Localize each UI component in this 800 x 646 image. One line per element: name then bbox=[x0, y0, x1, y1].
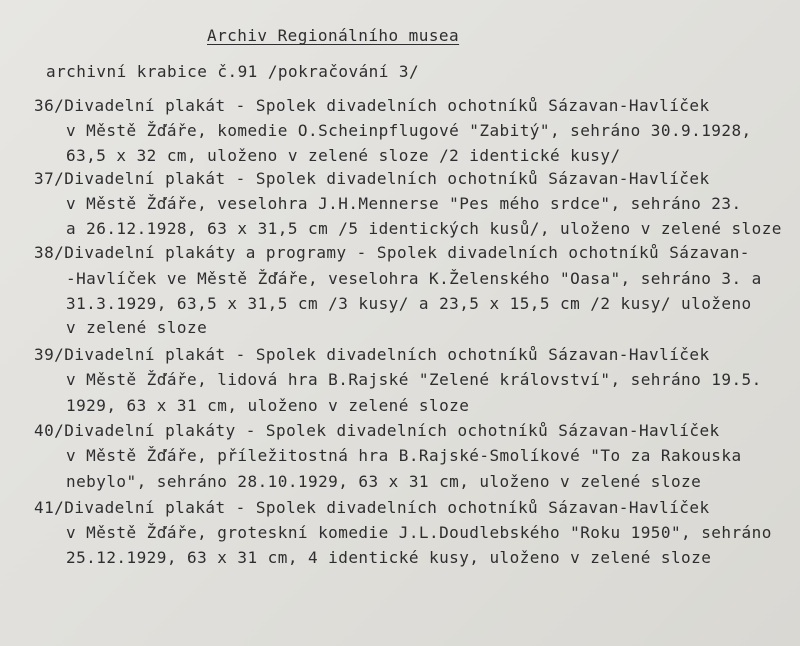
entry-line: 39/Divadelní plakát - Spolek divadelních ochotníků Sázavan-Havlíček bbox=[34, 345, 710, 364]
entry-line: v Městě Žďáře, komedie O.Scheinpflugové "Zabitý", sehráno 30.9.1928, bbox=[66, 121, 752, 140]
entry-line: a 26.12.1928, 63 x 31,5 cm /5 identických kusů/, uloženo v zelené sloze bbox=[66, 219, 782, 238]
entry-line: v Městě Žďáře, příležitostná hra B.Rajské-Smolíkové "To za Rakouska bbox=[66, 446, 742, 465]
document-title: Archiv Regionálního musea bbox=[207, 26, 460, 45]
entry-line: 36/Divadelní plakát - Spolek divadelních ochotníků Sázavan-Havlíček bbox=[34, 96, 710, 115]
entry-line: nebylo", sehráno 28.10.1929, 63 x 31 cm, uloženo v zelené sloze bbox=[66, 472, 702, 491]
entry-line: 25.12.1929, 63 x 31 cm, 4 identické kusy, uloženo v zelené sloze bbox=[66, 548, 712, 567]
entry-line: 40/Divadelní plakáty - Spolek divadelních ochotníků Sázavan-Havlíček bbox=[34, 421, 720, 440]
entry-line: v Městě Žďáře, lidová hra B.Rajské "Zelené království", sehráno 19.5. bbox=[66, 370, 762, 389]
entry-line: 37/Divadelní plakát - Spolek divadelních ochotníků Sázavan-Havlíček bbox=[34, 169, 710, 188]
entry-line: v zelené sloze bbox=[66, 318, 208, 337]
box-reference: archivní krabice č.91 /pokračování 3/ bbox=[46, 62, 420, 81]
entry-line: 1929, 63 x 31 cm, uloženo v zelené sloze bbox=[66, 396, 470, 415]
entry-line: 41/Divadelní plakát - Spolek divadelních ochotníků Sázavan-Havlíček bbox=[34, 498, 710, 517]
entry-line: 63,5 x 32 cm, uloženo v zelené sloze /2 identické kusy/ bbox=[66, 146, 621, 165]
entry-line: v Městě Žďáře, veselohra J.H.Mennerse "Pes mého srdce", sehráno 23. bbox=[66, 194, 742, 213]
entry-line: v Městě Žďáře, groteskní komedie J.L.Doudlebského "Roku 1950", sehráno bbox=[66, 523, 772, 542]
entry-line: 38/Divadelní plakáty a programy - Spolek divadelních ochotníků Sázavan- bbox=[34, 243, 750, 262]
entry-line: 31.3.1929, 63,5 x 31,5 cm /3 kusy/ a 23,5 x 15,5 cm /2 kusy/ uloženo bbox=[66, 294, 752, 313]
entry-line: -Havlíček ve Městě Žďáře, veselohra K.Želenského "Oasa", sehráno 3. a bbox=[66, 269, 762, 288]
